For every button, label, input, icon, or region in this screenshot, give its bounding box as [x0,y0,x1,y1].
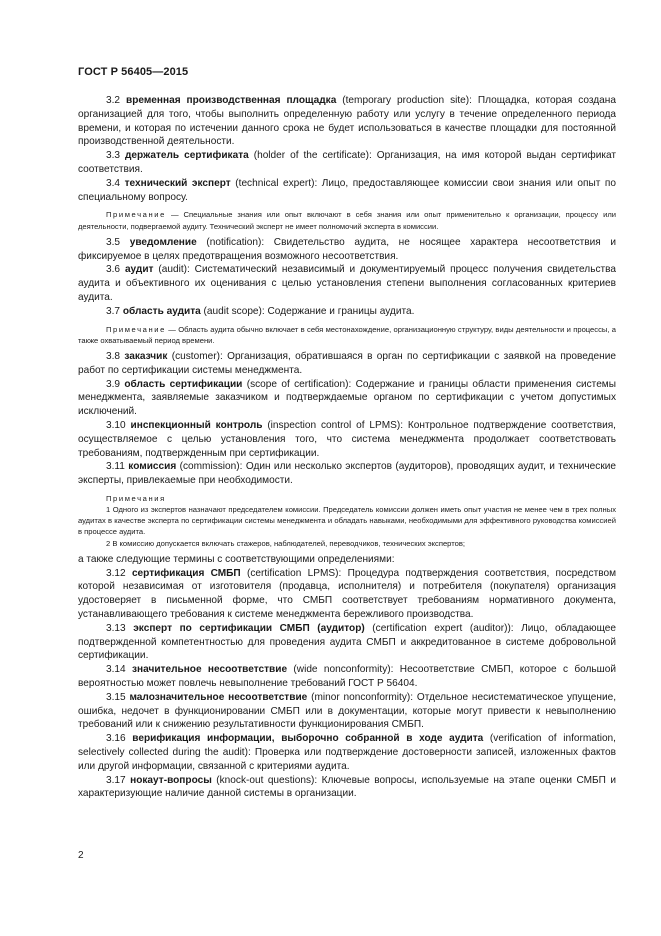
term-name: верификация информации, выборочно собранной в ходе аудита [132,733,484,745]
term-definition: (certification LPMS): Процедура подтверждения соответствия, посредством которой независимая от изготовителя (продавца, исполнителя) и потребителя (покупателя) организация удостоверяет в письменной форме, что СМБП соответствует требованиям нормативного документа, устанавливающего требования к системе менеджмента бережливого производства. [78,567,617,620]
term-name: держатель сертификата [125,150,249,162]
term-definition: (scope of certification): Содержание и границы области применения системы менеджмента, заявляемые заказчиком и подтверждаемые органом по сертификации с учетом допустимых исключений. [78,378,617,418]
definition-3-9 [78,378,616,419]
term-number: 3.7 [106,305,121,317]
term-number: 3.17 [106,774,126,786]
term-number: 3.5 [106,236,121,248]
term-number: 3.4 [106,177,121,189]
definition-3-12 [78,567,616,622]
term-name: заказчик [124,350,168,362]
term-number: 3.11 [106,461,125,473]
term-name: нокаут-вопросы [130,774,212,786]
definition-3-6 [78,263,616,304]
continuation-line: а также следующие термины с соответствующими определениями: [78,553,395,565]
term-definition: (verification of information, selectively collected during the audit): Проверка или подтверждение достоверности записей, изложенных фактов или другой информации, связанной с критериями аудита. [78,733,616,772]
term-definition: (wide nonconformity): Несоответствие СМБП, которое с большой вероятностью может повлечь невыполнение требований ГОСТ Р 56404. [78,664,616,689]
note-3-7: Примечание — Область аудита обычно включает в себя местонахождение, организационную структуру, виды деятельности и процессы, а также охватываемый период времени. [78,324,616,345]
term-number: 3.13 [106,622,126,634]
definition-3-13 [78,622,616,663]
term-number: 3.10 [106,419,126,431]
definition-3-7 [78,305,616,319]
note-label: Примечание [106,210,166,220]
term-name: область сертификации [124,378,243,390]
note-3-11-item-2: 2 В комиссию допускается включать стажеров, наблюдателей, переводчиков, технических экспертов; [106,538,465,548]
document-header: ГОСТ Р 56405—2015 [78,66,189,78]
definition-3-3 [78,149,616,177]
notes-3-11-heading: Примечания [106,493,166,503]
term-definition: (commission): Один или несколько экспертов (аудиторов), проводящих аудит, и технические эксперты, привлекаемые при необходимости. [78,461,616,487]
term-number: 3.15 [106,691,126,703]
term-definition: (holder of the certificate): Организация, на имя которой выдан сертификат соответствия. [78,150,617,175]
note-3-11-item-1: 1 Одного из экспертов назначают председателем комиссии. Председатель комиссии должен иметь опыт участия не менее чем в трех полных аудитах в качестве эксперта по сертификации системы менеджмента и обладать навыками, необходимыми для эффективного руководства комиссией в процессе аудита. [78,504,616,537]
term-definition: (knock-out questions): Ключевые вопросы, используемые на этапе оценки СМБП и характеризующие наличие данной системы в организации. [78,774,616,800]
term-name: технический эксперт [124,177,231,189]
note-text: Область аудита обычно включает в себя местонахождение, организационную структуру, виды деятельности и процессы, а также охватываемый период времени. [78,324,616,345]
term-definition: (temporary production site): Площадка, которая создана организацией для того, чтобы выполнить определенную работу или услугу в течение определенного периода времени, и которая по истечении данного срока не будет использоваться в качестве площадки для постоянной производственной деятельности. [78,95,616,148]
definition-3-14 [78,663,616,691]
term-number: 3.9 [106,378,121,390]
definition-3-2 [78,94,616,149]
document-body [78,94,616,801]
term-name: значительное несоответствие [132,664,288,676]
definition-3-10 [78,419,616,460]
term-number: 3.6 [106,264,121,276]
term-number: 3.8 [106,350,121,362]
term-definition: (audit scope): Содержание и границы аудита. [200,305,415,317]
document-page [78,0,616,936]
term-number: 3.16 [106,733,126,745]
note-label: Примечание [106,324,166,334]
note-text: Специальные знания или опыт включают в себя знания или опыт применительно к организации, процессу или деятельности, подвергаемой аудиту. Технический эксперт не имеет полномочий эксперта в комиссии. [78,210,616,231]
term-number: 3.2 [106,95,121,106]
term-name: комиссия [128,461,177,473]
definition-3-5 [78,236,616,264]
term-definition: (notification): Свидетельство аудита, не носящее характера несоответствия и фиксируемое в целях предотвращения возможного несоответствия. [78,236,617,262]
definition-3-8 [78,350,616,378]
definition-3-16 [78,732,616,773]
term-name: инспекционный контроль [130,419,263,431]
term-name: уведомление [129,236,197,248]
term-number: 3.12 [106,567,126,579]
definition-3-17 [78,774,616,802]
term-name: аудит [124,264,154,276]
definition-3-4 [78,177,616,205]
term-definition: (audit): Систематический независимый и документируемый процесс получения свидетельства аудита и объективного их оценивания с целью установления степени выполнения согласованных критериев аудита. [78,264,616,303]
term-definition: (inspection control of LPMS): Контрольное подтверждение соответствия, осуществляемое с целью установления того, что система менеджмента продолжает соответствовать требованиям, подтвержденным при сертификации. [78,419,616,459]
term-name: малозначительное несоответствие [129,691,308,703]
page-number: 2 [78,850,84,861]
term-name: область аудита [122,305,201,317]
definition-3-15 [78,691,616,732]
term-definition: (customer): Организация, обратившаяся в орган по сертификации с заявкой на проведение работ по сертификации системы менеджмента. [78,350,616,376]
term-definition: (certification expert (auditor)): Лицо, обладающее подтвержденной компетентностью для проведения аудита СМБП и аккредитованное в системе добровольной сертификации. [78,622,616,662]
term-definition: (minor nonconformity): Отдельное несистематическое упущение, ошибка, недочет в функционировании СМБП или в документации, которые могут привести к невыполнению требований или к снижению результативности функционирования СМБП. [78,691,617,731]
definition-3-11 [78,460,616,488]
term-definition: (technical expert): Лицо, предоставляющее комиссии свои знания или опыт по специальному вопросу. [78,177,616,203]
term-name: эксперт по сертификации СМБП (аудитор) [133,622,365,634]
term-name: сертификация СМБП [131,567,241,579]
term-name: временная производственная площадка [125,95,337,106]
term-number: 3.3 [106,150,121,162]
term-number: 3.14 [106,664,126,676]
note-3-4: Примечание — Специальные знания или опыт включают в себя знания или опыт применительно к организации, процессу или деятельности, подвергаемой аудиту. Технический эксперт не имеет полномочий эксперта в комиссии. [78,210,616,231]
